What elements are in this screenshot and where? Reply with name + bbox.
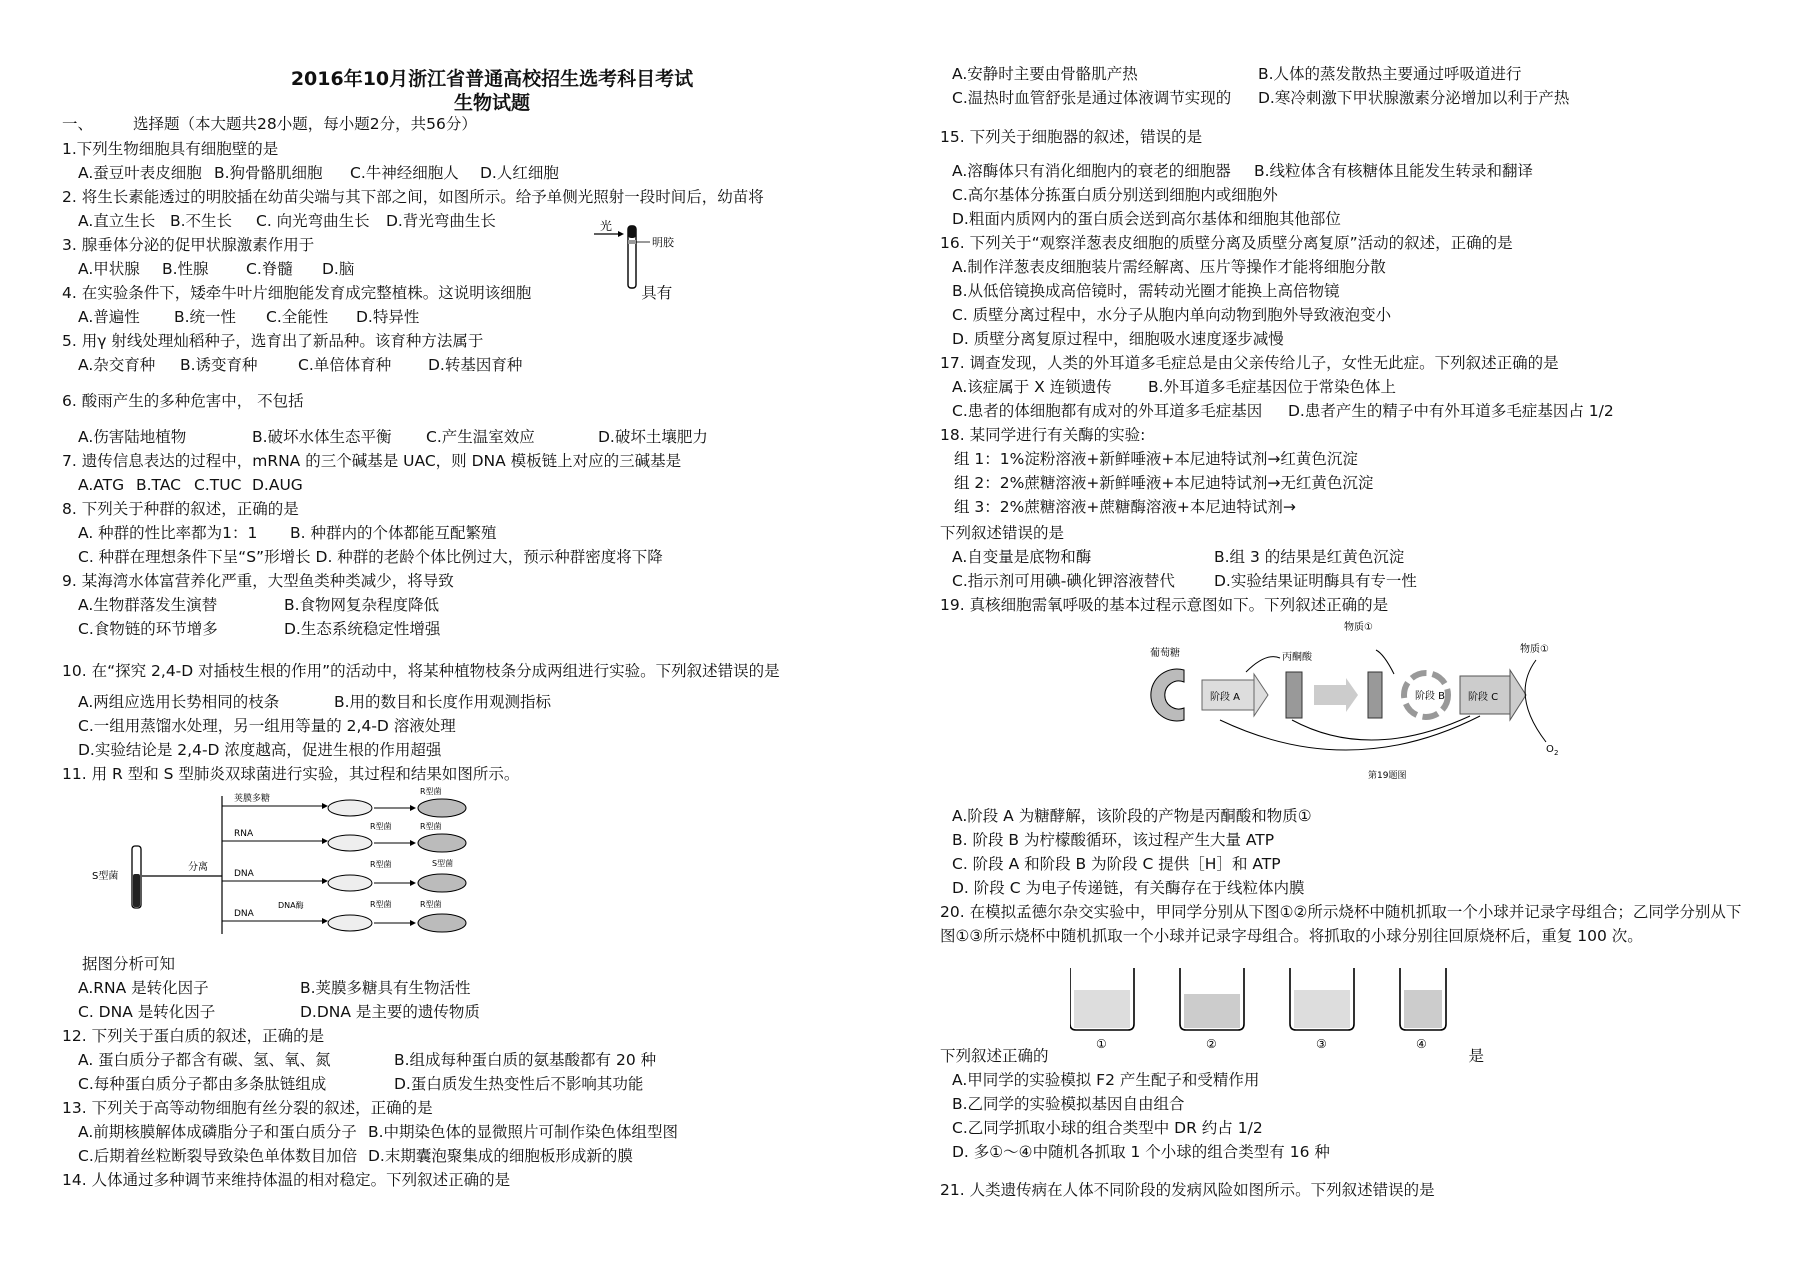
option: C.食物链的环节增多: [78, 620, 218, 638]
r-type-label: R型菌: [370, 900, 392, 909]
question-11-stem: 据图分析可知: [82, 955, 176, 973]
option: D.患者产生的精子中有外耳道多毛症基因占 1/2: [1288, 402, 1614, 420]
question-12-options-ab: [78, 1050, 656, 1070]
question-16: 16. 下列关于“观察洋葱表皮细胞的质壁分离及质壁分离复原”活动的叙述，正确的是: [940, 234, 1513, 252]
question-11-options-cd: [78, 1002, 480, 1022]
question-11: 11. 用 R 型和 S 型肺炎双球菌进行实验，其过程和结果如图所示。: [62, 765, 520, 783]
question-9: 9. 某海湾水体富营养化严重，大型鱼类种类减少，将导致: [62, 572, 454, 590]
question-6: 6. 酸雨产生的多种危害中， 不包括: [62, 392, 304, 410]
glucose-label: 葡萄糖: [1150, 648, 1180, 659]
option: B.诱变育种: [180, 356, 258, 374]
question-20-line-2: 图①③所示烧杯中随机抓取一个小球并记录字母组合。将抓取的小球分别往回原烧杯后，重复 100 次。: [940, 927, 1643, 945]
question-19-option-d: D. 阶段 C 为电子传递链，有关酶存在于线粒体内膜: [952, 879, 1305, 897]
option: A.前期核膜解体成磷脂分子和蛋白质分子: [78, 1123, 357, 1141]
option: C.患者的体细胞都有成对的外耳道多毛症基因: [952, 402, 1263, 420]
r-type-label: R型菌: [420, 900, 442, 909]
question-7-options: [78, 475, 303, 495]
question-4-tail: 具有: [641, 284, 673, 302]
transformation-experiment-figure: [92, 786, 532, 948]
question-16-option-b: B.从低倍镜换成高倍镜时，需转动光圈才能换上高倍物镜: [952, 282, 1340, 300]
option: B.线粒体含有核糖体且能发生转录和翻译: [1254, 162, 1534, 180]
question-12: 12. 下列关于蛋白质的叙述，正确的是: [62, 1027, 325, 1045]
question-8-options-cd: C. 种群在理想条件下呈“S”形增长 D. 种群的老龄个体比例过大，预示种群密度将下降: [78, 548, 663, 566]
question-16-option-a: A.制作洋葱表皮细胞装片需经解离、压片等操作才能将细胞分散: [952, 258, 1386, 276]
option: D.背光弯曲生长: [386, 212, 496, 230]
option: D.AUG: [252, 476, 303, 494]
option: D.破坏土壤肥力: [598, 428, 708, 446]
option: A.杂交育种: [78, 356, 156, 374]
question-10-option-c: C.一组用蒸馏水处理，另一组用等量的 2,4-D 溶液处理: [78, 717, 456, 735]
question-4-options: [78, 307, 419, 327]
beaker-label: ②: [1206, 1037, 1217, 1050]
question-15-option-d: D.粗面内质网内的蛋白质会送到高尔基体和细胞其他部位: [952, 210, 1341, 228]
question-9-options-ab: [78, 595, 439, 615]
option: D.特异性: [356, 308, 420, 326]
beaker: [1400, 968, 1446, 1050]
question-18-group-1: 组 1：1%淀粉溶液+新鲜唾液+本尼迪特试剂→红黄色沉淀: [954, 450, 1358, 468]
question-12-options-cd: [78, 1074, 643, 1094]
option: A. 种群的性比率都为1：1: [78, 524, 258, 542]
option: D.蛋白质发生热变性后不影响其功能: [394, 1075, 644, 1093]
option: C.后期着丝粒断裂导致染色单体数目加倍: [78, 1147, 358, 1165]
option: B.外耳道多毛症基因位于常染色体上: [1148, 378, 1397, 396]
question-18-options-cd: [952, 571, 1417, 591]
question-18-group-2: 组 2：2%蔗糖溶液+新鲜唾液+本尼迪特试剂→无红黄色沉淀: [954, 474, 1374, 492]
row-label: DNA: [234, 869, 254, 879]
option: D.末期囊泡聚集成的细胞板形成新的膜: [368, 1147, 633, 1165]
option: C. DNA 是转化因子: [78, 1003, 216, 1021]
question-13-options-cd: [78, 1146, 633, 1166]
question-14: 14. 人体通过多种调节来维持体温的相对稳定。下列叙述正确的是: [62, 1171, 511, 1189]
question-6-options: [78, 427, 708, 447]
section-number: 一、: [62, 115, 94, 133]
option: D.实验结果证明酶具有专一性: [1214, 572, 1417, 590]
beakers-figure: [1070, 966, 1450, 1050]
beaker: [1180, 968, 1244, 1050]
r-type-label: R型菌: [420, 787, 442, 796]
question-15-option-c: C.高尔基体分拣蛋白质分别送到细胞内或细胞外: [952, 186, 1278, 204]
s-type-label: S型菌: [432, 859, 454, 868]
question-5: 5. 用γ 射线处理灿稻种子，选育出了新品种。该育种方法属于: [62, 332, 484, 350]
question-19-option-a: A.阶段 A 为糖酵解，该阶段的产物是丙酮酸和物质①: [952, 807, 1312, 825]
option: C.指示剂可用碘-碘化钾溶液替代: [952, 572, 1175, 590]
r-type-label: R型菌: [370, 822, 392, 831]
question-18: 18. 某同学进行有关酶的实验:: [940, 426, 1146, 444]
s-strain-label: S型菌: [92, 871, 119, 882]
question-10-option-d: D.实验结论是 2,4-D 浓度越高，促进生根的作用超强: [78, 741, 442, 759]
question-20-stem-tail: 是: [1468, 1047, 1485, 1065]
question-1: 1.下列生物细胞具有细胞壁的是: [62, 140, 279, 158]
oxygen-label: O: [1546, 744, 1554, 755]
option: A.安静时主要由骨骼肌产热: [952, 65, 1138, 83]
question-20-option-c: C.乙同学抓取小球的组合类型中 DR 约占 1/2: [952, 1119, 1263, 1137]
question-9-options-cd: [78, 619, 440, 639]
section-heading: [62, 114, 477, 134]
beaker-label: ③: [1316, 1037, 1327, 1050]
question-19: 19. 真核细胞需氧呼吸的基本过程示意图如下。下列叙述正确的是: [940, 596, 1389, 614]
option: C.产生温室效应: [426, 428, 535, 446]
option: A.蚕豆叶表皮细胞: [78, 164, 202, 182]
question-20-stem: [940, 1046, 1484, 1066]
option: A.ATG: [78, 476, 125, 494]
exam-subtitle: 生物试题: [453, 92, 530, 114]
option: C.脊髓: [246, 260, 293, 278]
question-14-options-cd: [952, 88, 1569, 108]
option: D.转基因育种: [428, 356, 523, 374]
question-20-option-b: B.乙同学的实验模拟基因自由组合: [952, 1095, 1185, 1113]
question-16-option-c: C. 质壁分离过程中，水分子从胞内单向动物到胞外导致液泡变小: [952, 306, 1392, 324]
option: A.该症属于 X 连锁遗传: [952, 378, 1112, 396]
question-3-options: [78, 259, 354, 279]
exam-title: 2016年10月浙江省普通高校招生选考科目考试: [290, 68, 694, 90]
question-16-option-d: D. 质壁分离复原过程中，细胞吸水速度逐步减慢: [952, 330, 1284, 348]
question-18-stem: 下列叙述错误的是: [940, 524, 1065, 542]
r-type-label: R型菌: [420, 822, 442, 831]
row-label: 荚膜多糖: [234, 794, 271, 804]
question-18-options-ab: [952, 547, 1404, 567]
option: D.生态系统稳定性增强: [284, 620, 441, 638]
row-label: RNA: [234, 829, 254, 839]
pyruvate-label: 丙酮酸: [1282, 652, 1312, 663]
question-10-options-ab: [78, 692, 551, 712]
question-3: 3. 腺垂体分泌的促甲状腺激素作用于: [62, 236, 315, 254]
question-20-line-1: 20. 在模拟孟德尔杂交实验中，甲同学分别从下图①②所示烧杯中随机抓取一个小球并记录字母组合；乙同学分别从下: [940, 903, 1742, 921]
question-4: [62, 283, 672, 303]
option: C.全能性: [266, 308, 329, 326]
substance1-label: 物质①: [1344, 622, 1373, 633]
question-10: 10. 在“探究 2,4-D 对插枝生根的作用”的活动中，将某种植物枝条分成两组进行实验。下列叙述错误的是: [62, 662, 780, 680]
question-20-stem-text: 下列叙述正确的: [940, 1047, 1049, 1065]
option: B. 种群内的个体都能互配繁殖: [290, 524, 497, 542]
option: B.不生长: [170, 212, 233, 230]
option: B.性腺: [162, 260, 209, 278]
option: B.组成每种蛋白质的氨基酸都有 20 种: [394, 1051, 657, 1069]
option: A.溶酶体只有消化细胞内的衰老的细胞器: [952, 162, 1231, 180]
question-18-group-3: 组 3：2%蔗糖溶液+蔗糖酶溶液+本尼迪特试剂→: [954, 498, 1296, 516]
option: A.普遍性: [78, 308, 140, 326]
question-17: 17. 调查发现，人类的外耳道多毛症总是由父亲传给儿子，女性无此症。下列叙述正确的是: [940, 354, 1559, 372]
option: A.RNA 是转化因子: [78, 979, 209, 997]
seedling-gel-figure: [592, 216, 722, 292]
option: A.生物群落发生演替: [78, 596, 218, 614]
option: A.两组应选用长势相同的枝条: [78, 693, 280, 711]
beaker-label: ④: [1416, 1037, 1427, 1050]
question-2-options: [78, 211, 496, 231]
option: A. 蛋白质分子都含有碳、氢、氧、氮: [78, 1051, 331, 1069]
option: D.寒冷刺激下甲状腺激素分泌增加以利于产热: [1258, 89, 1570, 107]
option: B.组 3 的结果是红黄色沉淀: [1214, 548, 1405, 566]
question-8-options-ab: [78, 523, 497, 543]
option: B.用的数目和长度作用观测指标: [334, 693, 552, 711]
option: A.直立生长: [78, 212, 156, 230]
option: A.自变量是底物和酶: [952, 548, 1092, 566]
option: B.食物网复杂程度降低: [284, 596, 440, 614]
question-8: 8. 下列关于种群的叙述，正确的是: [62, 500, 299, 518]
question-4-text: 4. 在实验条件下，矮牵牛叶片细胞能发育成完整植株。这说明该细胞: [62, 284, 532, 302]
option: C.TUC: [194, 476, 242, 494]
option: A.伤害陆地植物: [78, 428, 187, 446]
oxygen-subscript: 2: [1554, 749, 1559, 757]
option: B.统一性: [174, 308, 237, 326]
dnase-label: DNA酶: [278, 901, 304, 910]
aerobic-respiration-figure: [1150, 612, 1590, 790]
option: B.人体的蒸发散热主要通过呼吸道进行: [1258, 65, 1522, 83]
question-13-options-ab: [78, 1122, 678, 1142]
light-label: 光: [600, 219, 613, 233]
option: B.TAC: [136, 476, 181, 494]
option: B.中期染色体的显微照片可制作染色体组型图: [368, 1123, 679, 1141]
option: C.每种蛋白质分子都由多条肽链组成: [78, 1075, 327, 1093]
question-14-options-ab: [952, 64, 1522, 84]
question-20-option-d: D. 多①～④中随机各抓取 1 个小球的组合类型有 16 种: [952, 1143, 1330, 1161]
gel-label: 明胶: [652, 236, 674, 249]
option: C.温热时血管舒张是通过体液调节实现的: [952, 89, 1232, 107]
figure-caption: 第19题图: [1368, 771, 1407, 781]
option: A.甲状腺: [78, 260, 140, 278]
question-17-options-ab: [952, 377, 1396, 397]
question-5-options: [78, 355, 522, 375]
question-15-options-ab: [952, 161, 1533, 181]
beaker-label: ①: [1096, 1037, 1107, 1050]
option: D.DNA 是主要的遗传物质: [300, 1003, 480, 1021]
option: B.狗骨骼肌细胞: [214, 164, 323, 182]
question-19-option-b: B. 阶段 B 为柠檬酸循环，该过程产生大量 ATP: [952, 831, 1275, 849]
question-15: 15. 下列关于细胞器的叙述，错误的是: [940, 128, 1203, 146]
stage-b-label: 阶段 B: [1415, 691, 1446, 702]
question-2: 2. 将生长素能透过的明胶插在幼苗尖端与其下部之间，如图所示。给予单侧光照射一段时间后，幼苗将: [62, 188, 764, 206]
option: C.牛神经细胞人: [350, 164, 459, 182]
question-21: 21. 人类遗传病在人体不同阶段的发病风险如图所示。下列叙述错误的是: [940, 1181, 1435, 1199]
option: D.脑: [322, 260, 355, 278]
substance1-label: 物质①: [1520, 644, 1549, 655]
question-17-options-cd: [952, 401, 1614, 421]
separation-label: 分离: [188, 862, 208, 873]
question-13: 13. 下列关于高等动物细胞有丝分裂的叙述，正确的是: [62, 1099, 433, 1117]
row-label: DNA: [234, 909, 254, 919]
section-title: 选择题（本大题共28小题，每小题2分，共56分）: [133, 115, 477, 133]
question-1-options: [78, 163, 559, 183]
question-7: 7. 遗传信息表达的过程中，mRNA 的三个碱基是 UAC，则 DNA 模板链上对应的三碱基是: [62, 452, 682, 470]
option: B.破坏水体生态平衡: [252, 428, 392, 446]
option: C.单倍体育种: [298, 356, 392, 374]
stage-c-label: 阶段 C: [1468, 692, 1499, 703]
question-11-options-ab: [78, 978, 471, 998]
question-20-option-a: A.甲同学的实验模拟 F2 产生配子和受精作用: [952, 1071, 1260, 1089]
stage-a-label: 阶段 A: [1210, 692, 1241, 703]
beaker: [1290, 968, 1354, 1050]
question-19-option-c: C. 阶段 A 和阶段 B 为阶段 C 提供［H］和 ATP: [952, 855, 1281, 873]
r-type-label: R型菌: [370, 860, 392, 869]
option: C. 向光弯曲生长: [256, 212, 370, 230]
beaker: [1070, 968, 1134, 1050]
option: D.人红细胞: [480, 164, 559, 182]
option: B.荚膜多糖具有生物活性: [300, 979, 471, 997]
